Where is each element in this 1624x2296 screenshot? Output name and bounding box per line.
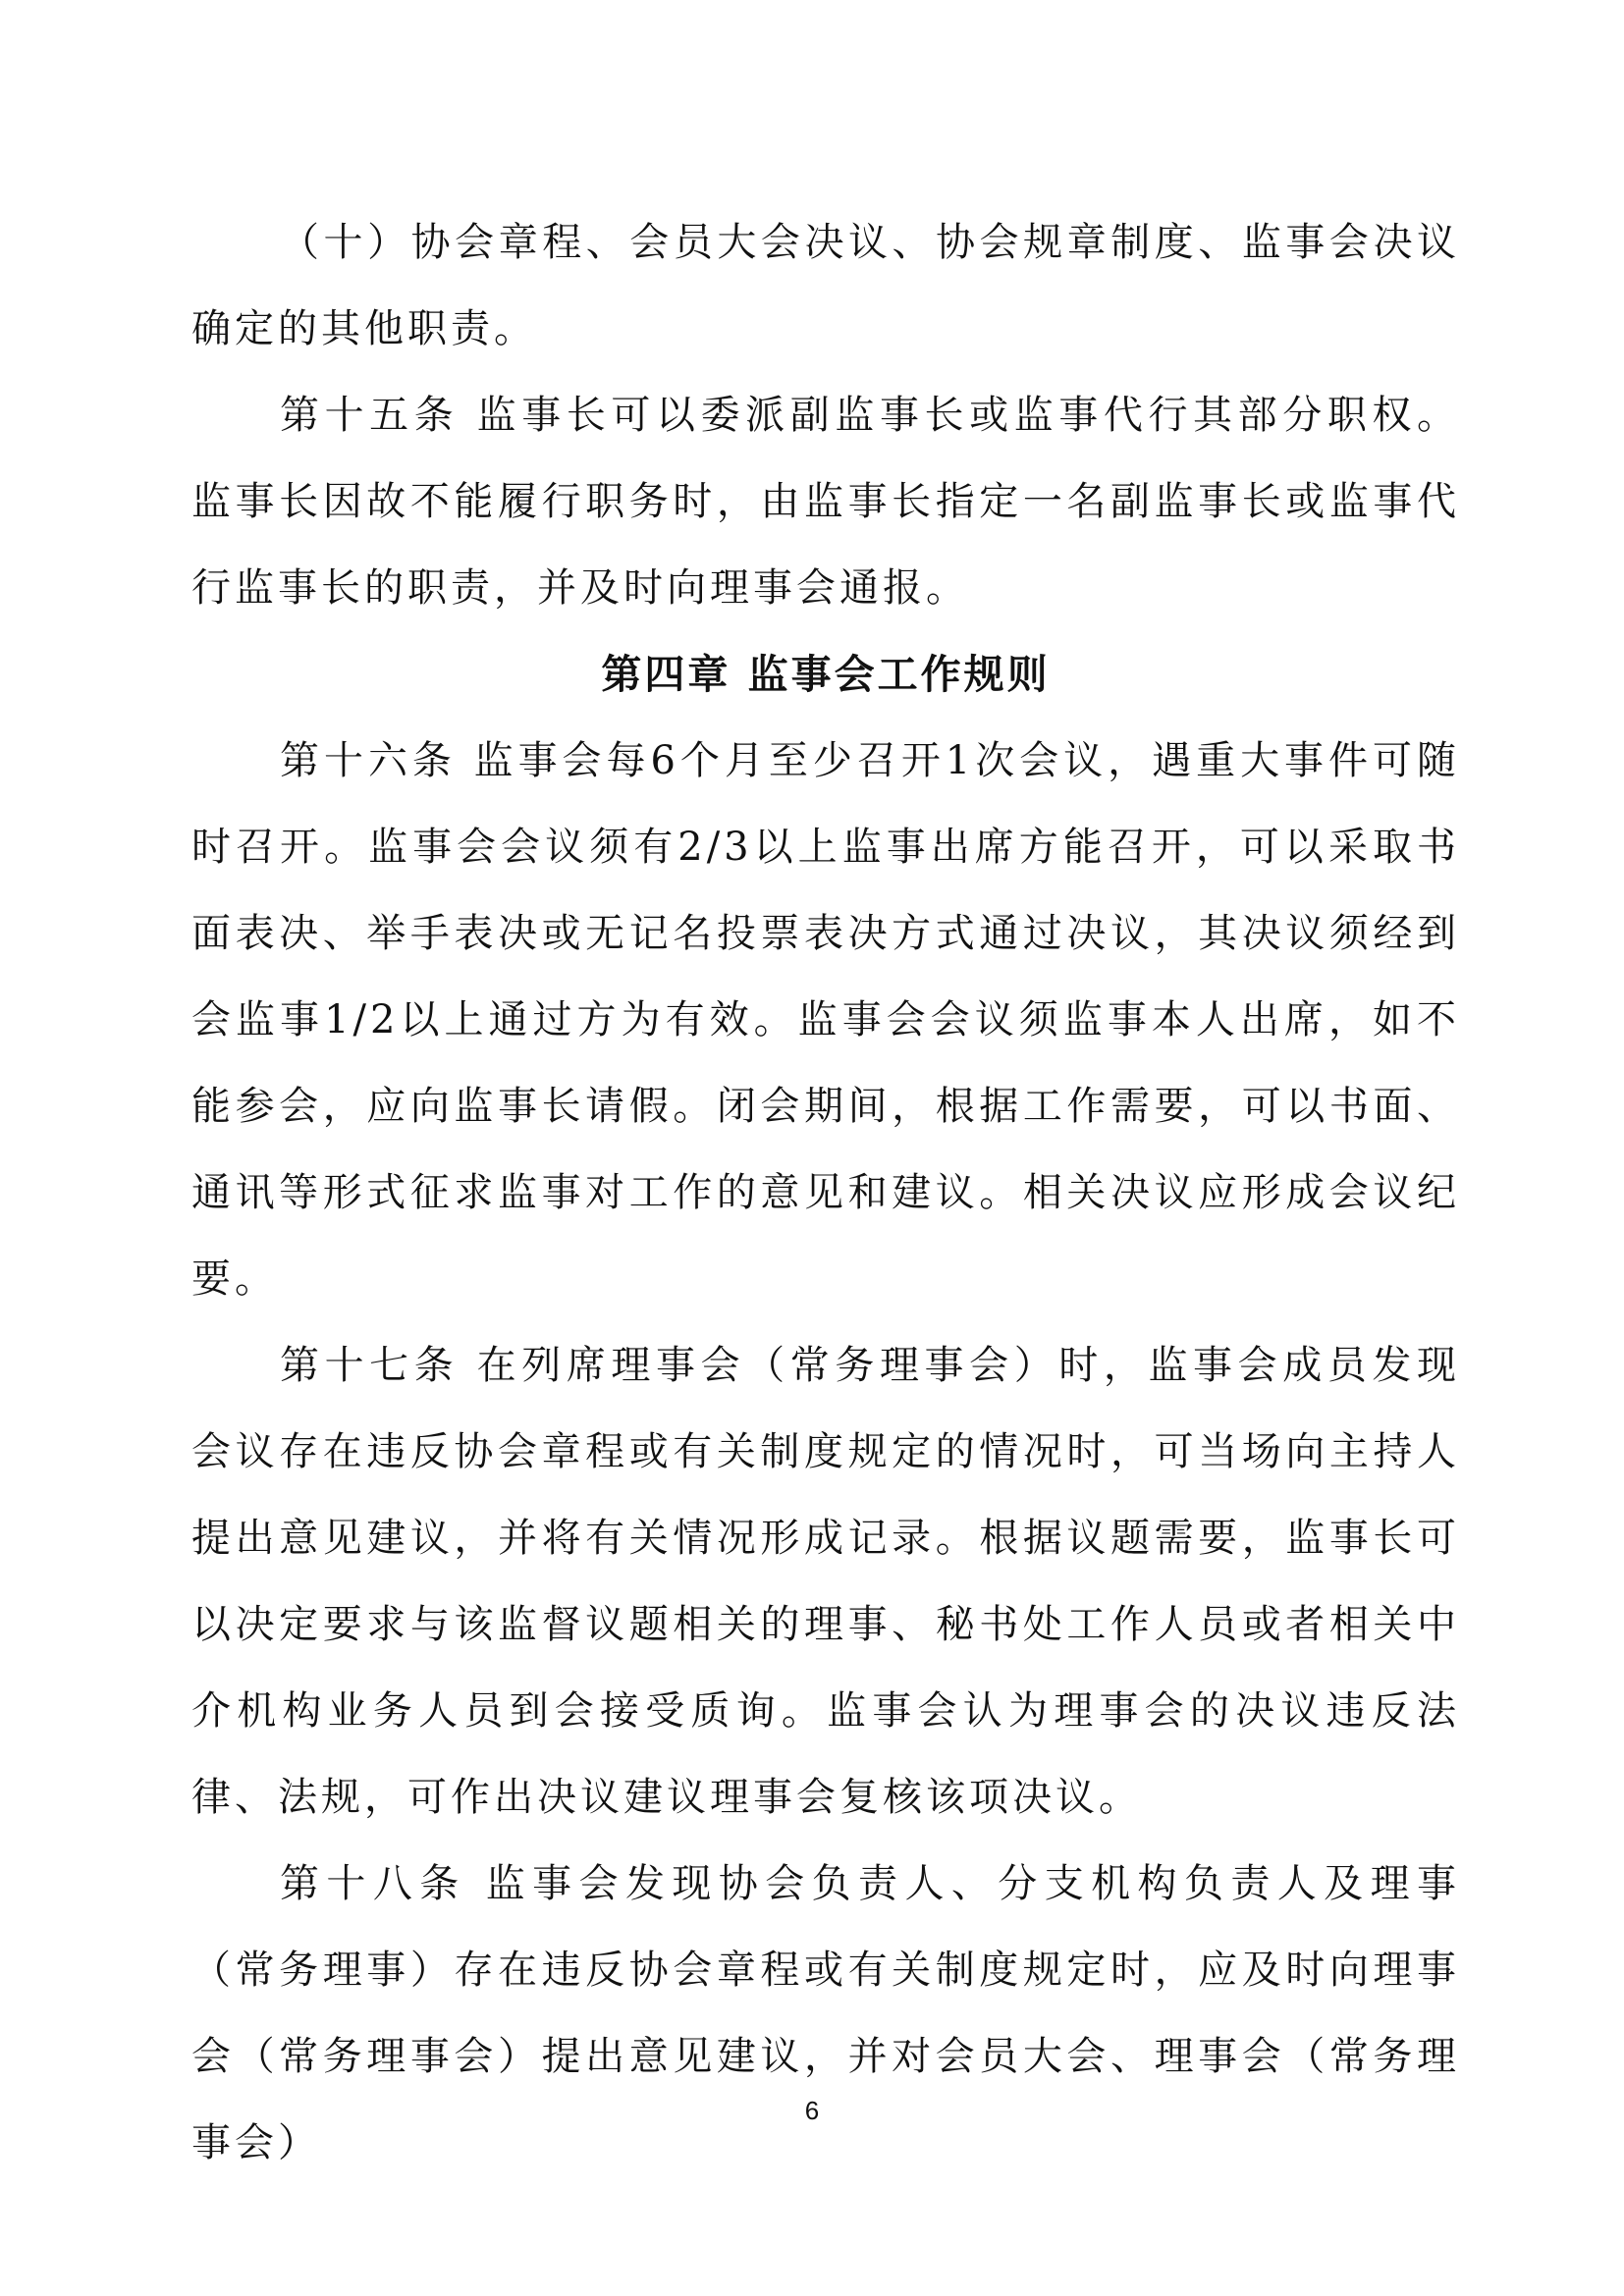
paragraph-item-10: （十）协会章程、会员大会决议、协会规章制度、监事会决议确定的其他职责。 [191,220,1460,351]
paragraph-article-15: 第十五条 监事长可以委派副监事长或监事代行其部分职权。监事长因故不能履行职务时，由监事长指定一名副监事长或监事代行监事长的职责，并及时向理事会通报。 [191,393,1460,611]
chapter-heading: 第四章 监事会工作规则 [601,651,1051,698]
paragraph-article-18: 第十八条 监事会发现协会负责人、分支机构负责人及理事（常务理事）存在违反协会章程或有关制度规定时，应及时向理事会（常务理事会）提出意见建议，并对会员大会、理事会（常务理事会） [191,1861,1460,2165]
page-number: 6 [804,2096,820,2125]
paragraph-article-16: 第十六条 监事会每6个月至少召开1次会议，遇重大事件可随时召开。监事会会议须有2/3以上监事出席方能召开，可以采取书面表决、举手表决或无记名投票表决方式通过决议，其决议须经到会监事1/2以上通过方为有效。监事会会议须监事本人出席，如不能参会，应向监事长请假。闭会期间，根据工作需要，可以书面、通讯等形式征求监事对工作的意见和建议。相关决议应形成会议纪要。 [191,738,1460,1302]
document-body [191,199,1460,2186]
paragraph-article-17: 第十七条 在列席理事会（常务理事会）时，监事会成员发现会议存在违反协会章程或有关制度规定的情况时，可当场向主持人提出意见建议，并将有关情况形成记录。根据议题需要，监事长可以决定要求与该监督议题相关的理事、秘书处工作人员或者相关中介机构业务人员到会接受质询。监事会认为理事会的决议违反法律、法规，可作出决议建议理事会复核该项决议。 [191,1343,1460,1820]
